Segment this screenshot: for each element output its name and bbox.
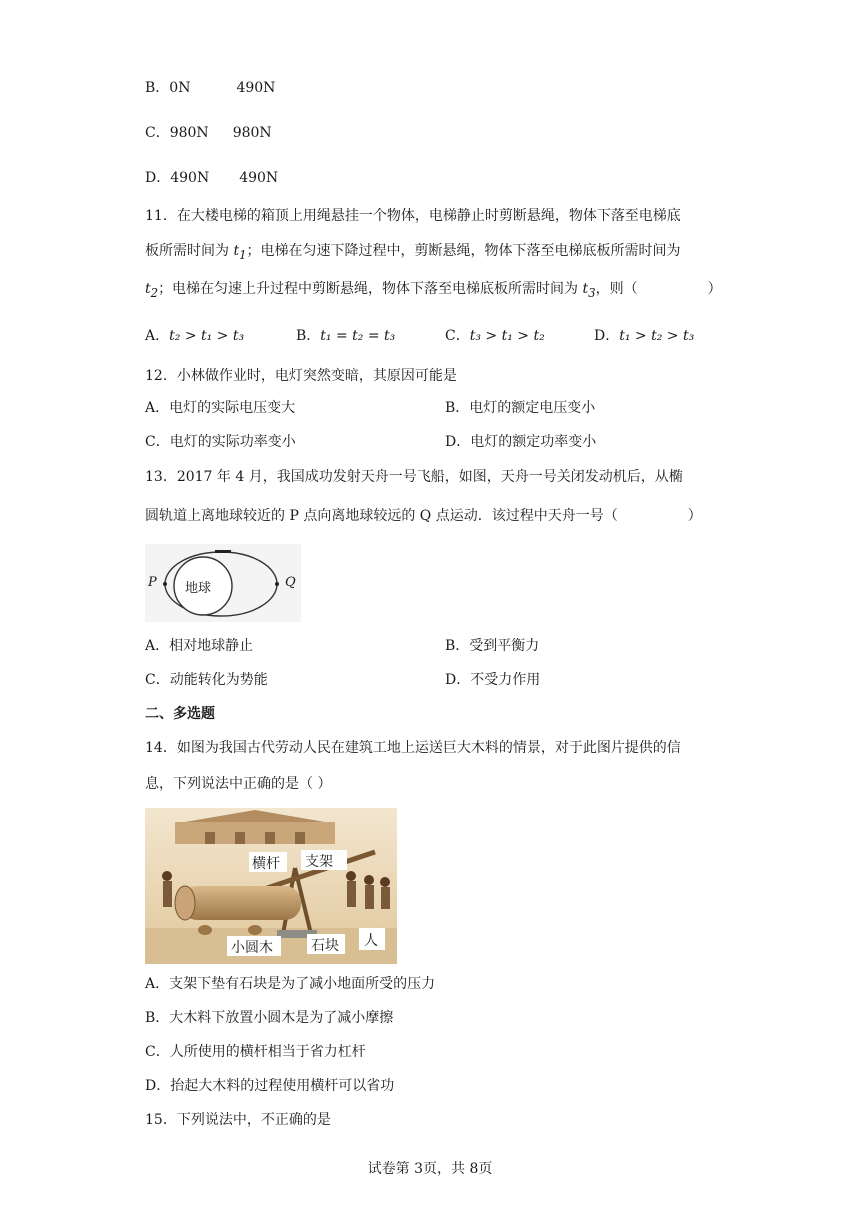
stone-label: 石块 <box>311 938 339 954</box>
q14-option-a: A．支架下垫有石块是为了减小地面所受的压力 <box>145 976 436 992</box>
q13-line2-text: 圆轨道上离地球较近的 P 点向离地球较远的 Q 点运动．该过程中天舟一号（ <box>145 508 618 524</box>
q11-stem-line1: 11．在大楼电梯的箱顶上用绳悬挂一个物体，电梯静止时剪断悬绳，物体下落至电梯底 <box>145 208 681 224</box>
q12-option-b: B．电灯的额定电压变小 <box>445 400 596 416</box>
q11-option-d-label: D． <box>594 328 620 344</box>
q11-line2-end: ；电梯在匀速下降过程中，剪断悬绳，物体下落至电梯底板所需时间为 <box>246 243 681 259</box>
q10-option-b <box>145 78 275 98</box>
q11-option-c-label: C． <box>445 328 470 344</box>
q15-stem: 15．下列说法中，不正确的是 <box>145 1112 331 1128</box>
q11-line2-start: 板所需时间为 <box>145 243 234 259</box>
q12-option-a: A．电灯的实际电压变大 <box>145 400 296 416</box>
q11-option-c <box>445 326 545 346</box>
person-label: 人 <box>364 933 378 949</box>
q11-option-a-label: A． <box>145 328 170 344</box>
point-q-label: Q <box>285 575 296 590</box>
q10-option-c-value2: 980N <box>232 125 272 141</box>
q13-stem-line1: 13．2017 年 4 月，我国成功发射天舟一号飞船，如图，天舟一号关闭发动机后，从椭 <box>145 469 683 485</box>
q14-option-c: C．人所使用的横杆相当于省力杠杆 <box>145 1044 366 1060</box>
q10-option-c <box>145 123 272 143</box>
q11-t3: $t_3$ <box>582 281 596 300</box>
q11-option-a <box>145 326 244 346</box>
q13-line2-close: ） <box>687 508 702 524</box>
q13-option-b: B．受到平衡力 <box>445 638 540 654</box>
point-p-label: P <box>148 575 157 590</box>
q12-option-d: D．电灯的额定功率变小 <box>445 434 597 450</box>
q13-stem-line2 <box>145 506 702 526</box>
small-log-label: 小圆木 <box>231 940 273 956</box>
q11-stem-line3 <box>145 279 722 303</box>
construction-figure <box>145 808 397 964</box>
q10-option-b-value2: 490N <box>236 80 276 96</box>
q10-option-b-label: B．0N <box>145 80 191 96</box>
q11-t2: $t_2$ <box>145 281 159 300</box>
q11-line3-start: ；电梯在匀速上升过程中剪断悬绳，物体下落至电梯底板所需时间为 <box>158 281 583 297</box>
q10-option-d <box>145 168 278 188</box>
q13-option-c: C．动能转化为势能 <box>145 672 268 688</box>
q11-option-d-expr: t₁ > t₂ > t₃ <box>619 328 695 344</box>
q12-option-c: C．电灯的实际功率变小 <box>145 434 296 450</box>
orbit-figure <box>145 544 301 622</box>
q14-option-b: B．大木料下放置小圆木是为了减小摩擦 <box>145 1010 394 1026</box>
q11-t1: $t_1$ <box>233 243 247 262</box>
q11-line3-paren-close: ） <box>707 281 722 297</box>
q10-option-c-label: C．980N <box>145 125 209 141</box>
q13-option-d: D．不受力作用 <box>445 672 541 688</box>
spacecraft-mark <box>215 550 231 553</box>
page-footer: 试卷第 3页，共 8页 <box>367 1161 493 1177</box>
q12-stem: 12．小林做作业时，电灯突然变暗，其原因可能是 <box>145 368 457 384</box>
q14-option-d: D．抬起大木料的过程使用横杆可以省功 <box>145 1078 395 1094</box>
lever-label: 横杆 <box>252 856 280 872</box>
frame-label: 支架 <box>305 854 333 870</box>
q11-option-b-label: B． <box>296 328 321 344</box>
q11-option-b <box>296 326 395 346</box>
q11-option-b-expr: t₁ = t₂ = t₃ <box>320 328 396 344</box>
q11-stem-line2 <box>145 241 681 265</box>
q11-option-d <box>594 326 694 346</box>
q14-stem-line2: 息，下列说法中正确的是（ ） <box>145 776 332 792</box>
q11-line3-paren-open: ，则（ <box>595 281 638 297</box>
q13-option-a: A．相对地球静止 <box>145 638 254 654</box>
q14-stem-line1: 14．如图为我国古代劳动人民在建筑工地上运送巨大木料的情景，对于此图片提供的信 <box>145 740 681 756</box>
q11-option-a-expr: t₂ > t₁ > t₃ <box>169 328 245 344</box>
section-heading: 二、多选题 <box>145 706 215 722</box>
q11-option-c-expr: t₃ > t₁ > t₂ <box>469 328 545 344</box>
q10-option-d-value2: 490N <box>239 170 279 186</box>
q10-option-d-label: D．490N <box>145 170 210 186</box>
earth-label: 地球 <box>185 581 212 596</box>
